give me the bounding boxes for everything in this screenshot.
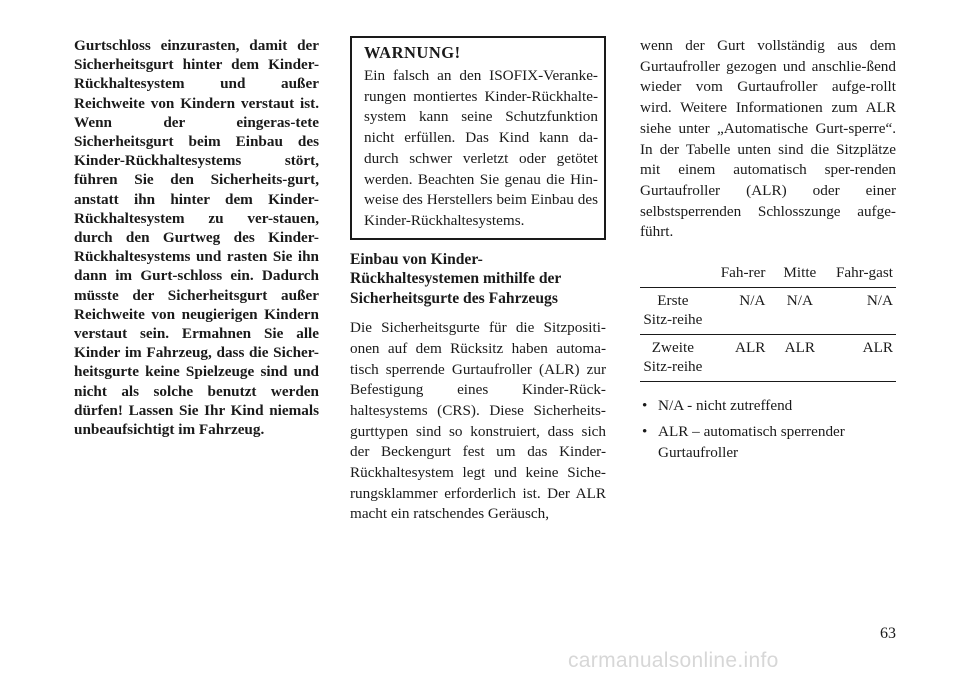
table-cell: N/A bbox=[768, 287, 831, 334]
bullet-icon: • bbox=[642, 396, 648, 414]
right-column bbox=[640, 36, 896, 470]
table-header-cell: Fah-rer bbox=[706, 260, 769, 287]
child-safety-paragraph: Gurtschloss einzurasten, damit der Sicherheitsgurt hinter dem Kinder-Rückhaltesystem und außer Reichweite von Kindern verstaut ist. Wenn der eingeras-tete Sicherheitsgurt beim Einbau des Kinder-Rückhaltesystems stört, führen Sie den Sicherheits-gurt, anstatt ihn hinter dem Kinder-Rückhaltesystem zu ver-stauen, durch den Gurtweg des Kinder-Rückhaltesystems und rasten Sie ihn dann im Gurt-schloss ein. Dadurch müsste der Sicherheitsgurt außer Reichweite von neugierigen Kindern verstaut sein. Ermahnen Sie alle Kinder im Fahrzeug, dass die Sicher-heitsgurte keine Spielzeuge sind und nicht als solche benutzt werden dürfen! Lassen Sie Ihr Kind niemals unbeaufsichtigt im Fahrzeug. bbox=[74, 37, 319, 439]
section-paragraph: Die Sicherheitsgurte für die Sitzpositi-onen auf dem Rücksitz haben automa-tisch sperrende Gurtaufroller (ALR) zur Befestigung eines Kinder-Rück-haltesystems (CRS). Diese Sicherheits-gurttypen sind so konstruiert, dass sich der Beckengurt fest um das Kinder-Rückhaltesystem legt und keine Siche-rungsklammer erforderlich ist. Der ALR macht ein ratschendes Geräusch, bbox=[350, 319, 606, 523]
table-row bbox=[640, 334, 896, 381]
list-item bbox=[640, 422, 896, 463]
seat-position-table bbox=[640, 260, 896, 382]
table-header-cell: Mitte bbox=[768, 260, 831, 287]
legend-text: ALR – automatisch sperrender Gurtaufroller bbox=[658, 423, 845, 461]
page-number: 63 bbox=[880, 625, 896, 642]
warning-box bbox=[350, 36, 606, 240]
alr-paragraph: wenn der Gurt vollständig aus dem Gurtaufroller gezogen und anschlie-ßend wieder vom Gurtaufroller aufge-rollt wird. Weitere Informationen zum ALR siehe unter „Automatische Gurt-sperre“. In der Tabelle unten sind die Sitzplätze mit einem automatisch sper-renden Gurtaufroller (ALR) oder einer selbstsperrenden Schlosszunge aufge-führt. bbox=[640, 37, 896, 241]
watermark: carmanualsonline.info bbox=[568, 649, 779, 672]
section-heading: Einbau von Kinder-Rückhaltesystemen mithilfe der Sicherheitsgurte des Fahrzeugs bbox=[350, 250, 562, 307]
middle-column bbox=[350, 36, 606, 525]
legend-list bbox=[640, 396, 896, 464]
table-cell: ALR bbox=[768, 334, 831, 381]
warning-text: Ein falsch an den ISOFIX-Veranke-rungen montiertes Kinder-Rückhalte-system kann seine Schutzfunktion nicht erfüllen. Das Kind kann da-durch schwer verletzt oder getötet werden. Beachten Sie genau die Hin-weise des Herstellers beim Einbau des Kinder-Rückhaltesystems. bbox=[364, 67, 598, 229]
left-column bbox=[74, 36, 319, 439]
table-cell: Erste Sitz-reihe bbox=[640, 287, 706, 334]
list-item bbox=[640, 396, 896, 417]
table-header-cell bbox=[640, 260, 706, 287]
table-cell: N/A bbox=[831, 287, 896, 334]
warning-title: WARNUNG! bbox=[364, 43, 461, 62]
table-cell: Zweite Sitz-reihe bbox=[640, 334, 706, 381]
table-cell: N/A bbox=[706, 287, 769, 334]
table-cell: ALR bbox=[706, 334, 769, 381]
table-header-row bbox=[640, 260, 896, 287]
table-cell: ALR bbox=[831, 334, 896, 381]
legend-text: N/A - nicht zutreffend bbox=[658, 396, 793, 414]
bullet-icon: • bbox=[642, 423, 648, 441]
table-header-cell: Fahr-gast bbox=[831, 260, 896, 287]
table-row bbox=[640, 287, 896, 334]
